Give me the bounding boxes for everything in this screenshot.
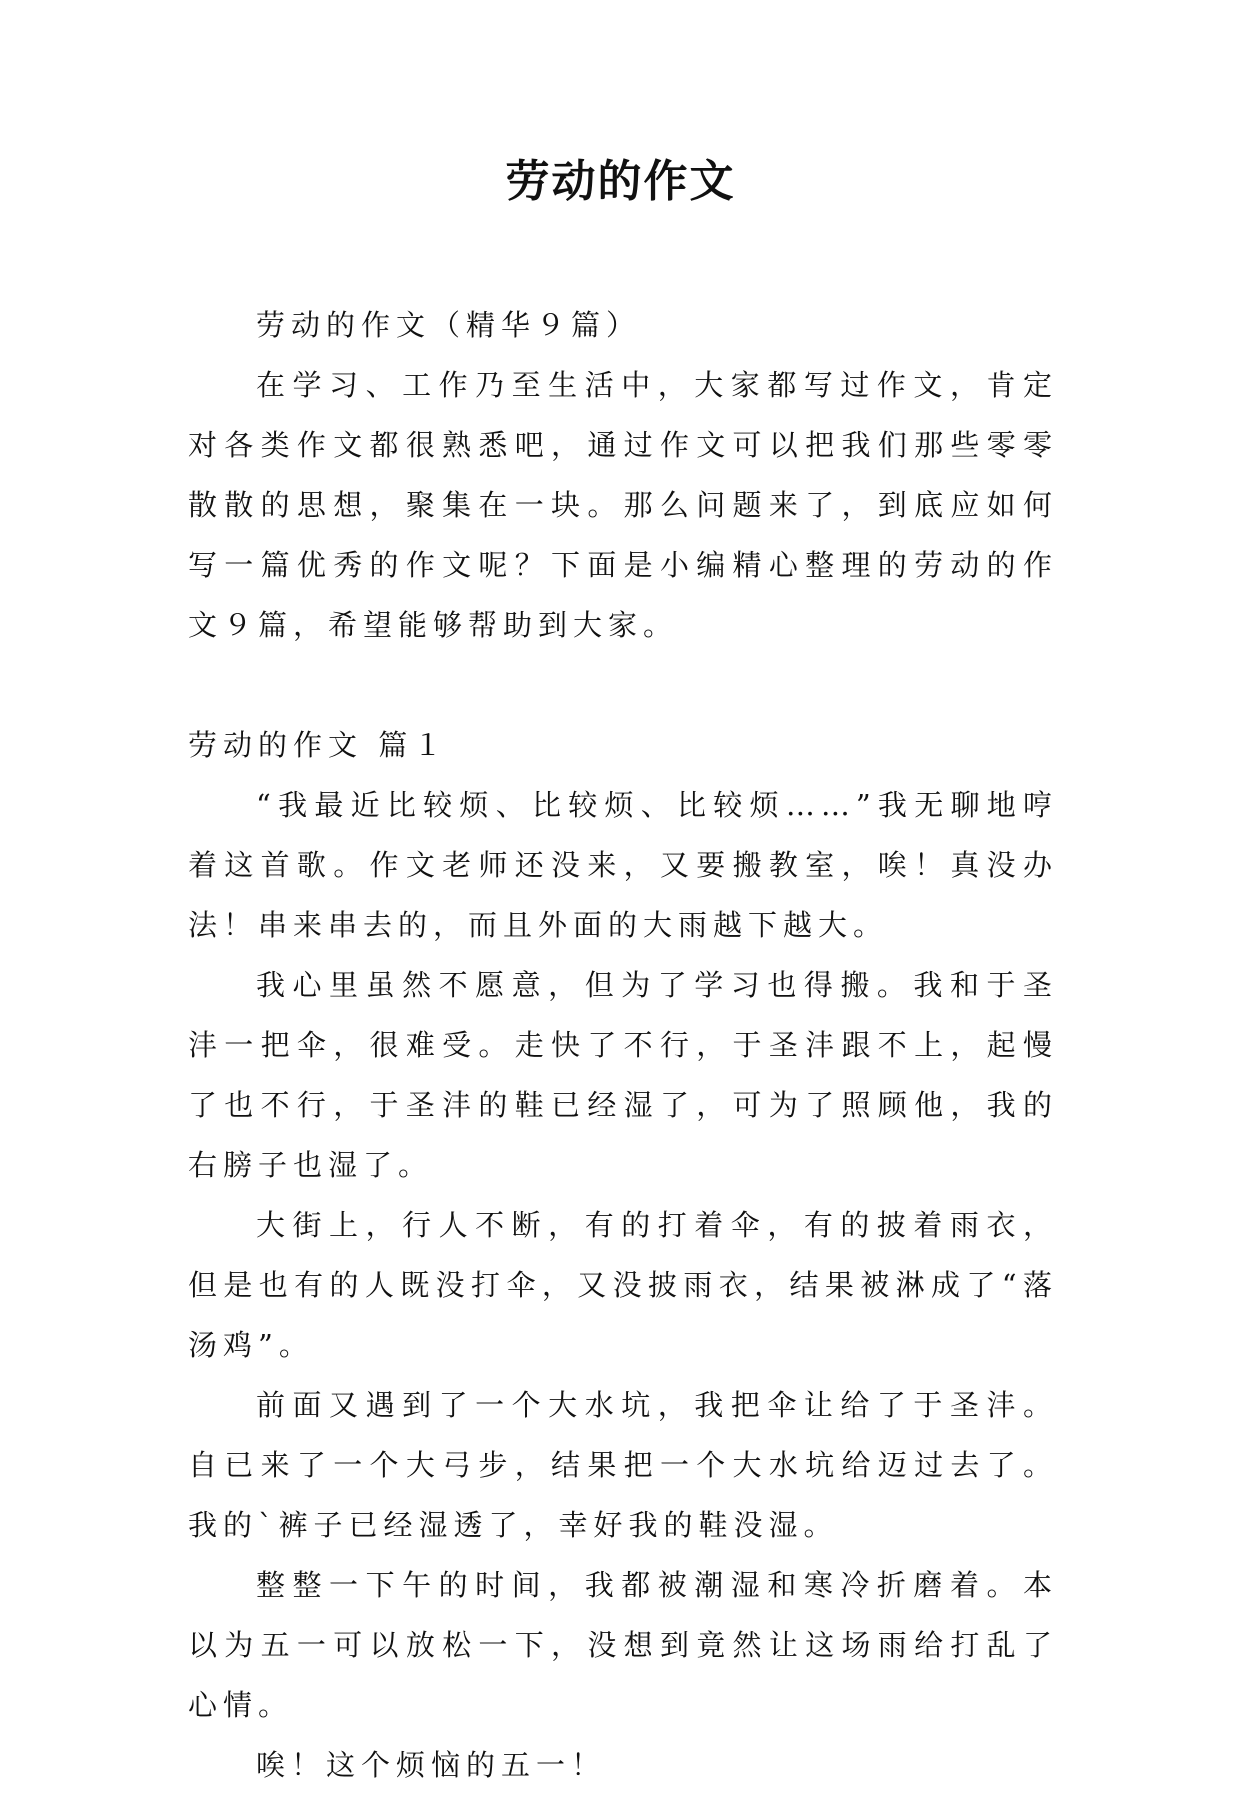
page-title: 劳动的作文 (505, 156, 736, 207)
document-subtitle: 劳动的作文（精华９篇） (256, 308, 642, 342)
section-paragraph: 前面又遇到了一个大水坑，我把伞让给了于圣沣。自已来了一个大弓步，结果把一个大水坑给迈过去了。我的`裤子已经湿透了，幸好我的鞋没湿。 (188, 1388, 1058, 1542)
document-body (188, 295, 1058, 1795)
section-paragraph: 唉！这个烦恼的五一！ (256, 1748, 607, 1782)
section-paragraph: “我最近比较烦、比较烦、比较烦……”我无聊地哼着这首歌。作文老师还没来，又要搬教室，唉！真没办法！串来串去的，而且外面的大雨越下越大。 (188, 788, 1058, 942)
section-paragraph: 我心里虽然不愿意，但为了学习也得搬。我和于圣沣一把伞，很难受。走快了不行，于圣沣跟不上，起慢了也不行，于圣沣的鞋已经湿了，可为了照顾他，我的右膀子也湿了。 (188, 968, 1058, 1182)
section-paragraph: 整整一下午的时间，我都被潮湿和寒冷折磨着。本以为五一可以放松一下，没想到竟然让这场雨给打乱了心情。 (188, 1568, 1058, 1722)
section-paragraph: 大街上，行人不断，有的打着伞，有的披着雨衣，但是也有的人既没打伞，又没披雨衣，结果被淋成了“落汤鸡”。 (188, 1208, 1058, 1362)
section-heading: 劳动的作文 篇１ (188, 728, 449, 762)
intro-paragraph: 在学习、工作乃至生活中，大家都写过作文，肯定对各类作文都很熟悉吧，通过作文可以把我们那些零零散散的思想，聚集在一块。那么问题来了，到底应如何写一篇优秀的作文呢？下面是小编精心整理的劳动的作文９篇，希望能够帮助到大家。 (188, 368, 1058, 642)
